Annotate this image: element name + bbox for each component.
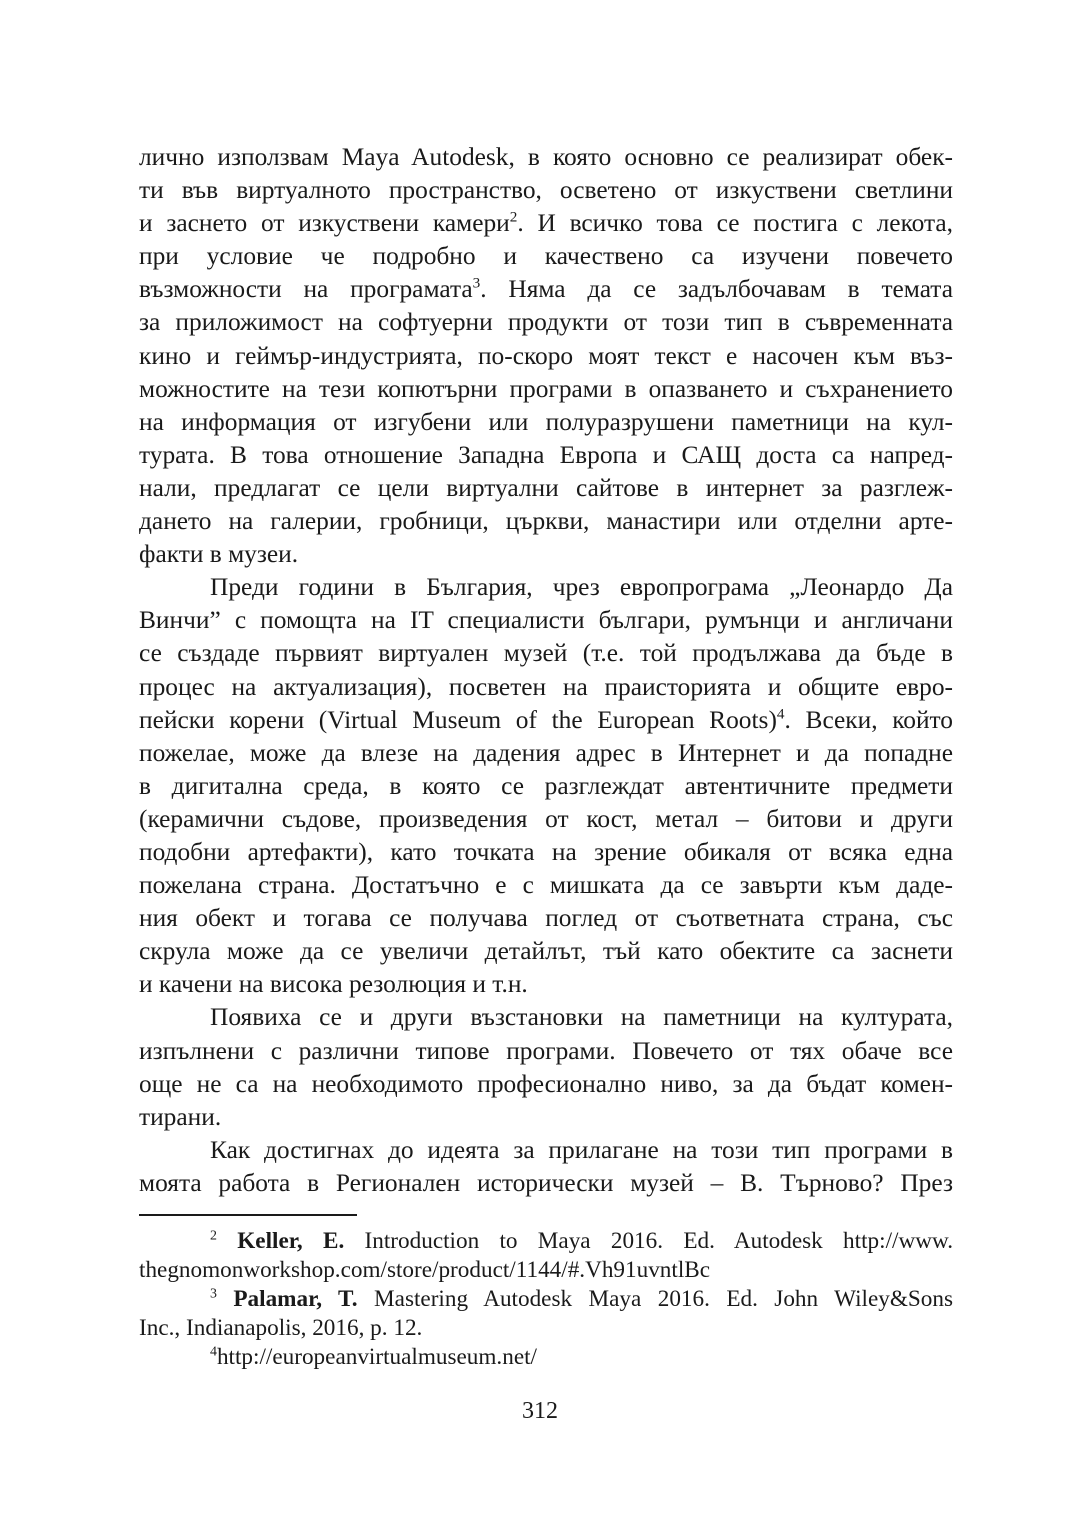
footnote-ref-3[interactable]: 3 — [472, 274, 481, 292]
text-line: можностите на тези копютърни програми в опазването и съхранението — [139, 374, 953, 403]
footnote-3 — [139, 1285, 953, 1343]
text-segment: . Няма да се задълбочавам в темата — [480, 275, 953, 304]
paragraph-1 — [139, 141, 953, 571]
text-line: при условие че подробно и качествено са изучени повечето — [139, 242, 953, 271]
footnotes — [139, 1227, 953, 1372]
text-line: Как достигнах до идеята за прилагане на този тип програми в — [210, 1135, 953, 1164]
footnote-author: Keller, E. — [237, 1228, 345, 1254]
text-line: за приложимост на софтуерни продукти от този тип в съвременната — [139, 308, 953, 337]
paragraph-4 — [139, 1134, 953, 1200]
footnote-marker: 4 — [210, 1344, 217, 1360]
text-line: още не са на необходимото професионално ниво, за да бъдат комен- — [139, 1069, 953, 1098]
text-segment: и заснето от изкуствени камери — [139, 209, 510, 238]
footnote-line — [139, 1285, 953, 1314]
text-line: кино и геймър-индустрията, по-скоро моят текст е насочен към въз- — [139, 341, 953, 370]
text-line: дането на галерии, гробници, църкви, манастири или отделни арте- — [139, 507, 953, 536]
footnote-separator — [139, 1214, 357, 1216]
footnote-ref-2[interactable]: 2 — [509, 208, 518, 226]
text-line: ти във виртуалното пространство, осветено от изкуствени светлини — [139, 176, 953, 205]
footnote-ref-4[interactable]: 4 — [776, 705, 785, 723]
text-line: се създаде първият виртуален музей (т.е. той продължава да бъде в — [139, 639, 953, 668]
footnote-link[interactable]: thegnomonworkshop.com/store/product/1144/#.Vh91uvntlBc — [139, 1257, 711, 1283]
footnote-author: Palamar, T. — [233, 1286, 358, 1312]
paragraph-2 — [139, 571, 953, 1001]
footnote-marker: 2 — [210, 1228, 217, 1244]
footnote-line — [139, 1343, 953, 1372]
footnote-link[interactable]: http://europeanvirtualmuseum.net/ — [216, 1344, 537, 1370]
footnote-line — [139, 1227, 953, 1256]
footnote-text: Mastering Autodesk Maya 2016. Ed. John Wiley&Sons — [357, 1286, 953, 1312]
text-line: моята работа в Регионален исторически музей – В. Търново? През — [139, 1168, 953, 1197]
text-line: в дигитална среда, в която се разглеждат автентичните предмети — [139, 771, 953, 800]
text-line — [139, 207, 953, 240]
text-line: пожелае, може да влезе на дадения адрес в Интернет и да попадне — [139, 738, 953, 767]
footnote-marker: 3 — [210, 1286, 217, 1302]
text-line — [139, 704, 953, 737]
text-line: подобни артефакти), като точката на зрение обикаля от всяка една — [139, 837, 953, 866]
footnote-line: Inc., Indianapolis, 2016, p. 12. — [139, 1315, 423, 1341]
footnote-text: Introduction to Maya 2016. Ed. Autodesk http://www. — [344, 1228, 953, 1254]
footnote-4 — [139, 1343, 953, 1372]
text-segment: . Всеки, който — [784, 705, 954, 734]
text-line: лично използвам Maya Autodesk, в която основно се реализират обек- — [139, 143, 953, 171]
text-segment: възможности на програмата — [139, 275, 473, 304]
text-line — [139, 273, 953, 306]
main-text — [139, 141, 953, 1200]
text-line: (керамични съдове, произведения от кост, метал – битови и други — [139, 804, 953, 833]
text-line: нали, предлагат се цели виртуални сайтове в интернет за разглеж- — [139, 473, 953, 502]
text-line: тирани. — [139, 1102, 222, 1131]
text-line: изпълнени с различни типове програми. Повечето от тях обаче все — [139, 1036, 953, 1065]
text-segment: пейски корени (Virtual Museum of the European Roots) — [139, 705, 777, 734]
footnote-2 — [139, 1227, 953, 1285]
text-line: Винчи” с помощта на IT специалисти българи, румънци и англичани — [139, 606, 953, 635]
text-line: Преди години в България, чрез европрограма „Леонардо Да — [210, 573, 953, 602]
text-line: турата. В това отношение Западна Европа и САЩ доста са напред- — [139, 440, 953, 469]
text-line: скрула може да се увеличи детайлът, тъй като обектите са заснети — [139, 937, 953, 966]
paragraph-3 — [139, 1001, 953, 1133]
text-line: процес на актуализация), посветен на праисторията и общите евро- — [139, 672, 953, 701]
text-line: ния обект и тогава се получава поглед от съответната страна, със — [139, 904, 953, 933]
page-number: 312 — [522, 1398, 558, 1424]
text-segment: . И всичко това се постига с лекота, — [517, 209, 953, 238]
text-line: пожелана страна. Достатъчно е с мишката да се завърти към даде- — [139, 871, 953, 900]
text-line: Появиха се и други възстановки на паметници на културата, — [210, 1003, 953, 1032]
text-line: факти в музеи. — [139, 540, 299, 569]
text-line: и качени на висока резолюция и т.н. — [139, 970, 528, 999]
text-line: на информация от изгубени или полуразрушени паметници на кул- — [139, 407, 953, 436]
